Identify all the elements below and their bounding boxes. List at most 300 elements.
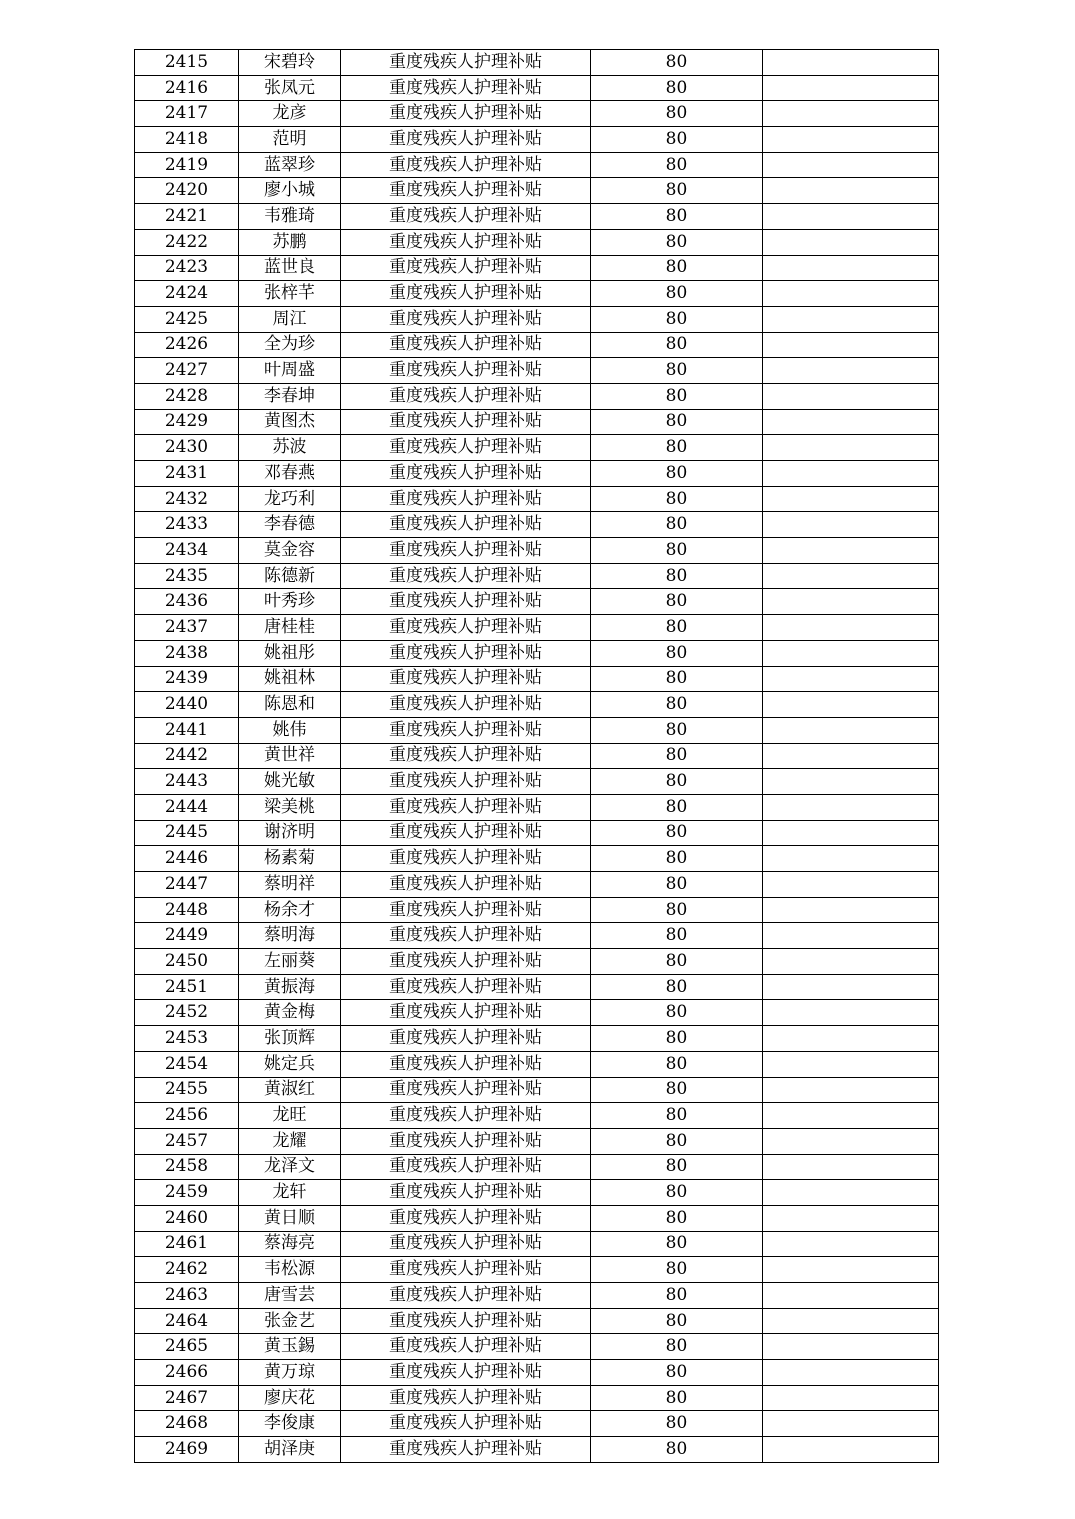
name-cell: 韦松源 bbox=[239, 1257, 341, 1283]
amount-cell: 80 bbox=[591, 1000, 763, 1026]
subsidy-type-cell: 重度残疾人护理补贴 bbox=[341, 563, 591, 589]
row-number-cell: 2434 bbox=[135, 538, 239, 564]
note-cell bbox=[763, 769, 939, 795]
name-cell: 蔡明祥 bbox=[239, 872, 341, 898]
table-row bbox=[135, 1334, 939, 1360]
table-row bbox=[135, 974, 939, 1000]
table-row bbox=[135, 1103, 939, 1129]
note-cell bbox=[763, 1051, 939, 1077]
subsidy-type-cell: 重度残疾人护理补贴 bbox=[341, 1257, 591, 1283]
amount-cell: 80 bbox=[591, 1437, 763, 1463]
row-number-cell: 2433 bbox=[135, 512, 239, 538]
row-number-cell: 2423 bbox=[135, 255, 239, 281]
name-cell: 廖小城 bbox=[239, 178, 341, 204]
subsidy-type-cell: 重度残疾人护理补贴 bbox=[341, 794, 591, 820]
note-cell bbox=[763, 178, 939, 204]
amount-cell: 80 bbox=[591, 820, 763, 846]
amount-cell: 80 bbox=[591, 358, 763, 384]
table-row bbox=[135, 1360, 939, 1386]
subsidy-type-cell: 重度残疾人护理补贴 bbox=[341, 204, 591, 230]
subsidy-type-cell: 重度残疾人护理补贴 bbox=[341, 1308, 591, 1334]
row-number-cell: 2458 bbox=[135, 1154, 239, 1180]
name-cell: 黄万琼 bbox=[239, 1360, 341, 1386]
subsidy-type-cell: 重度残疾人护理补贴 bbox=[341, 666, 591, 692]
amount-cell: 80 bbox=[591, 255, 763, 281]
note-cell bbox=[763, 486, 939, 512]
name-cell: 龙耀 bbox=[239, 1128, 341, 1154]
subsidy-type-cell: 重度残疾人护理补贴 bbox=[341, 281, 591, 307]
table-row bbox=[135, 101, 939, 127]
amount-cell: 80 bbox=[591, 461, 763, 487]
note-cell bbox=[763, 204, 939, 230]
subsidy-type-cell: 重度残疾人护理补贴 bbox=[341, 1437, 591, 1463]
amount-cell: 80 bbox=[591, 897, 763, 923]
name-cell: 陈德新 bbox=[239, 563, 341, 589]
note-cell bbox=[763, 255, 939, 281]
subsidy-type-cell: 重度残疾人护理补贴 bbox=[341, 332, 591, 358]
row-number-cell: 2461 bbox=[135, 1231, 239, 1257]
name-cell: 龙轩 bbox=[239, 1180, 341, 1206]
note-cell bbox=[763, 512, 939, 538]
note-cell bbox=[763, 1026, 939, 1052]
subsidy-type-cell: 重度残疾人护理补贴 bbox=[341, 974, 591, 1000]
note-cell bbox=[763, 332, 939, 358]
table-row bbox=[135, 358, 939, 384]
name-cell: 张金艺 bbox=[239, 1308, 341, 1334]
note-cell bbox=[763, 1154, 939, 1180]
amount-cell: 80 bbox=[591, 1360, 763, 1386]
amount-cell: 80 bbox=[591, 50, 763, 76]
subsidy-type-cell: 重度残疾人护理补贴 bbox=[341, 743, 591, 769]
table-row bbox=[135, 512, 939, 538]
row-number-cell: 2463 bbox=[135, 1283, 239, 1309]
subsidy-type-cell: 重度残疾人护理补贴 bbox=[341, 486, 591, 512]
amount-cell: 80 bbox=[591, 538, 763, 564]
amount-cell: 80 bbox=[591, 152, 763, 178]
subsidy-type-cell: 重度残疾人护理补贴 bbox=[341, 1026, 591, 1052]
row-number-cell: 2427 bbox=[135, 358, 239, 384]
table-row bbox=[135, 486, 939, 512]
table-row bbox=[135, 50, 939, 76]
name-cell: 蔡明海 bbox=[239, 923, 341, 949]
row-number-cell: 2457 bbox=[135, 1128, 239, 1154]
subsidy-type-cell: 重度残疾人护理补贴 bbox=[341, 1411, 591, 1437]
amount-cell: 80 bbox=[591, 589, 763, 615]
subsidy-type-cell: 重度残疾人护理补贴 bbox=[341, 615, 591, 641]
note-cell bbox=[763, 666, 939, 692]
name-cell: 杨余才 bbox=[239, 897, 341, 923]
name-cell: 莫金容 bbox=[239, 538, 341, 564]
name-cell: 姚祖林 bbox=[239, 666, 341, 692]
row-number-cell: 2421 bbox=[135, 204, 239, 230]
note-cell bbox=[763, 1128, 939, 1154]
table-row bbox=[135, 229, 939, 255]
table-row bbox=[135, 204, 939, 230]
table-row bbox=[135, 563, 939, 589]
table-row bbox=[135, 1154, 939, 1180]
note-cell bbox=[763, 846, 939, 872]
subsidy-type-cell: 重度残疾人护理补贴 bbox=[341, 589, 591, 615]
table-row bbox=[135, 152, 939, 178]
note-cell bbox=[763, 1283, 939, 1309]
amount-cell: 80 bbox=[591, 127, 763, 153]
note-cell bbox=[763, 1334, 939, 1360]
amount-cell: 80 bbox=[591, 1077, 763, 1103]
name-cell: 韦雅琦 bbox=[239, 204, 341, 230]
name-cell: 李春德 bbox=[239, 512, 341, 538]
row-number-cell: 2422 bbox=[135, 229, 239, 255]
note-cell bbox=[763, 794, 939, 820]
row-number-cell: 2444 bbox=[135, 794, 239, 820]
note-cell bbox=[763, 152, 939, 178]
row-number-cell: 2443 bbox=[135, 769, 239, 795]
table-row bbox=[135, 846, 939, 872]
subsidy-type-cell: 重度残疾人护理补贴 bbox=[341, 1283, 591, 1309]
table-row bbox=[135, 589, 939, 615]
row-number-cell: 2467 bbox=[135, 1385, 239, 1411]
amount-cell: 80 bbox=[591, 1231, 763, 1257]
amount-cell: 80 bbox=[591, 409, 763, 435]
subsidy-type-cell: 重度残疾人护理补贴 bbox=[341, 383, 591, 409]
name-cell: 周江 bbox=[239, 306, 341, 332]
subsidy-type-cell: 重度残疾人护理补贴 bbox=[341, 101, 591, 127]
name-cell: 叶周盛 bbox=[239, 358, 341, 384]
amount-cell: 80 bbox=[591, 229, 763, 255]
table-row bbox=[135, 1231, 939, 1257]
row-number-cell: 2468 bbox=[135, 1411, 239, 1437]
row-number-cell: 2456 bbox=[135, 1103, 239, 1129]
table-row bbox=[135, 1128, 939, 1154]
note-cell bbox=[763, 50, 939, 76]
row-number-cell: 2437 bbox=[135, 615, 239, 641]
name-cell: 李春坤 bbox=[239, 383, 341, 409]
subsidy-type-cell: 重度残疾人护理补贴 bbox=[341, 692, 591, 718]
row-number-cell: 2445 bbox=[135, 820, 239, 846]
row-number-cell: 2441 bbox=[135, 717, 239, 743]
name-cell: 蓝世良 bbox=[239, 255, 341, 281]
note-cell bbox=[763, 281, 939, 307]
subsidy-type-cell: 重度残疾人护理补贴 bbox=[341, 1205, 591, 1231]
amount-cell: 80 bbox=[591, 435, 763, 461]
row-number-cell: 2446 bbox=[135, 846, 239, 872]
table-row bbox=[135, 332, 939, 358]
row-number-cell: 2447 bbox=[135, 872, 239, 898]
table-row bbox=[135, 820, 939, 846]
note-cell bbox=[763, 692, 939, 718]
row-number-cell: 2430 bbox=[135, 435, 239, 461]
table-row bbox=[135, 178, 939, 204]
amount-cell: 80 bbox=[591, 949, 763, 975]
amount-cell: 80 bbox=[591, 486, 763, 512]
subsidy-type-cell: 重度残疾人护理补贴 bbox=[341, 1385, 591, 1411]
note-cell bbox=[763, 409, 939, 435]
name-cell: 黄淑红 bbox=[239, 1077, 341, 1103]
row-number-cell: 2460 bbox=[135, 1205, 239, 1231]
row-number-cell: 2454 bbox=[135, 1051, 239, 1077]
name-cell: 姚伟 bbox=[239, 717, 341, 743]
note-cell bbox=[763, 717, 939, 743]
table-row bbox=[135, 1385, 939, 1411]
subsidy-type-cell: 重度残疾人护理补贴 bbox=[341, 1154, 591, 1180]
table-row bbox=[135, 306, 939, 332]
name-cell: 李俊康 bbox=[239, 1411, 341, 1437]
note-cell bbox=[763, 1257, 939, 1283]
name-cell: 蓝翠珍 bbox=[239, 152, 341, 178]
amount-cell: 80 bbox=[591, 204, 763, 230]
amount-cell: 80 bbox=[591, 794, 763, 820]
row-number-cell: 2459 bbox=[135, 1180, 239, 1206]
note-cell bbox=[763, 538, 939, 564]
subsidy-type-cell: 重度残疾人护理补贴 bbox=[341, 50, 591, 76]
note-cell bbox=[763, 1077, 939, 1103]
name-cell: 全为珍 bbox=[239, 332, 341, 358]
amount-cell: 80 bbox=[591, 1385, 763, 1411]
subsidy-type-cell: 重度残疾人护理补贴 bbox=[341, 435, 591, 461]
table-row bbox=[135, 1180, 939, 1206]
row-number-cell: 2448 bbox=[135, 897, 239, 923]
name-cell: 邓春燕 bbox=[239, 461, 341, 487]
amount-cell: 80 bbox=[591, 1180, 763, 1206]
row-number-cell: 2436 bbox=[135, 589, 239, 615]
note-cell bbox=[763, 897, 939, 923]
name-cell: 龙旺 bbox=[239, 1103, 341, 1129]
amount-cell: 80 bbox=[591, 692, 763, 718]
subsidy-type-cell: 重度残疾人护理补贴 bbox=[341, 1231, 591, 1257]
note-cell bbox=[763, 229, 939, 255]
row-number-cell: 2418 bbox=[135, 127, 239, 153]
row-number-cell: 2439 bbox=[135, 666, 239, 692]
table-row bbox=[135, 743, 939, 769]
row-number-cell: 2432 bbox=[135, 486, 239, 512]
row-number-cell: 2420 bbox=[135, 178, 239, 204]
name-cell: 张梓芊 bbox=[239, 281, 341, 307]
subsidy-type-cell: 重度残疾人护理补贴 bbox=[341, 872, 591, 898]
table-row bbox=[135, 1283, 939, 1309]
amount-cell: 80 bbox=[591, 640, 763, 666]
note-cell bbox=[763, 1308, 939, 1334]
note-cell bbox=[763, 974, 939, 1000]
name-cell: 谢济明 bbox=[239, 820, 341, 846]
table-row bbox=[135, 127, 939, 153]
table-row bbox=[135, 1437, 939, 1463]
name-cell: 黄日顺 bbox=[239, 1205, 341, 1231]
note-cell bbox=[763, 1385, 939, 1411]
amount-cell: 80 bbox=[591, 769, 763, 795]
name-cell: 张凤元 bbox=[239, 75, 341, 101]
amount-cell: 80 bbox=[591, 717, 763, 743]
amount-cell: 80 bbox=[591, 615, 763, 641]
table-row bbox=[135, 435, 939, 461]
note-cell bbox=[763, 1103, 939, 1129]
subsidy-type-cell: 重度残疾人护理补贴 bbox=[341, 75, 591, 101]
row-number-cell: 2429 bbox=[135, 409, 239, 435]
note-cell bbox=[763, 1360, 939, 1386]
amount-cell: 80 bbox=[591, 743, 763, 769]
table-row bbox=[135, 1308, 939, 1334]
subsidy-type-cell: 重度残疾人护理补贴 bbox=[341, 923, 591, 949]
note-cell bbox=[763, 949, 939, 975]
table-row bbox=[135, 949, 939, 975]
note-cell bbox=[763, 820, 939, 846]
subsidy-type-cell: 重度残疾人护理补贴 bbox=[341, 949, 591, 975]
amount-cell: 80 bbox=[591, 1308, 763, 1334]
subsidy-type-cell: 重度残疾人护理补贴 bbox=[341, 717, 591, 743]
amount-cell: 80 bbox=[591, 332, 763, 358]
subsidy-type-cell: 重度残疾人护理补贴 bbox=[341, 1103, 591, 1129]
name-cell: 龙巧利 bbox=[239, 486, 341, 512]
name-cell: 黄振海 bbox=[239, 974, 341, 1000]
note-cell bbox=[763, 1205, 939, 1231]
note-cell bbox=[763, 1000, 939, 1026]
name-cell: 龙泽文 bbox=[239, 1154, 341, 1180]
subsidy-type-cell: 重度残疾人护理补贴 bbox=[341, 255, 591, 281]
table-row bbox=[135, 692, 939, 718]
amount-cell: 80 bbox=[591, 306, 763, 332]
note-cell bbox=[763, 127, 939, 153]
name-cell: 姚定兵 bbox=[239, 1051, 341, 1077]
name-cell: 张顶辉 bbox=[239, 1026, 341, 1052]
subsidy-type-cell: 重度残疾人护理补贴 bbox=[341, 897, 591, 923]
row-number-cell: 2442 bbox=[135, 743, 239, 769]
table-row bbox=[135, 383, 939, 409]
subsidy-type-cell: 重度残疾人护理补贴 bbox=[341, 820, 591, 846]
table-row bbox=[135, 897, 939, 923]
subsidy-type-cell: 重度残疾人护理补贴 bbox=[341, 461, 591, 487]
subsidy-type-cell: 重度残疾人护理补贴 bbox=[341, 229, 591, 255]
amount-cell: 80 bbox=[591, 1103, 763, 1129]
subsidy-type-cell: 重度残疾人护理补贴 bbox=[341, 512, 591, 538]
note-cell bbox=[763, 743, 939, 769]
amount-cell: 80 bbox=[591, 1128, 763, 1154]
row-number-cell: 2419 bbox=[135, 152, 239, 178]
name-cell: 左丽葵 bbox=[239, 949, 341, 975]
row-number-cell: 2416 bbox=[135, 75, 239, 101]
amount-cell: 80 bbox=[591, 383, 763, 409]
amount-cell: 80 bbox=[591, 1334, 763, 1360]
name-cell: 黄世祥 bbox=[239, 743, 341, 769]
table-row bbox=[135, 769, 939, 795]
table-row bbox=[135, 615, 939, 641]
note-cell bbox=[763, 872, 939, 898]
table-row bbox=[135, 640, 939, 666]
amount-cell: 80 bbox=[591, 974, 763, 1000]
name-cell: 黄图杰 bbox=[239, 409, 341, 435]
note-cell bbox=[763, 1231, 939, 1257]
row-number-cell: 2462 bbox=[135, 1257, 239, 1283]
name-cell: 黄金梅 bbox=[239, 1000, 341, 1026]
table-row bbox=[135, 255, 939, 281]
row-number-cell: 2449 bbox=[135, 923, 239, 949]
amount-cell: 80 bbox=[591, 281, 763, 307]
subsidy-type-cell: 重度残疾人护理补贴 bbox=[341, 306, 591, 332]
note-cell bbox=[763, 383, 939, 409]
name-cell: 黄玉錫 bbox=[239, 1334, 341, 1360]
subsidy-type-cell: 重度残疾人护理补贴 bbox=[341, 178, 591, 204]
note-cell bbox=[763, 563, 939, 589]
subsidy-type-cell: 重度残疾人护理补贴 bbox=[341, 1360, 591, 1386]
name-cell: 龙彦 bbox=[239, 101, 341, 127]
amount-cell: 80 bbox=[591, 75, 763, 101]
amount-cell: 80 bbox=[591, 1026, 763, 1052]
table-row bbox=[135, 1000, 939, 1026]
subsidy-type-cell: 重度残疾人护理补贴 bbox=[341, 1000, 591, 1026]
row-number-cell: 2425 bbox=[135, 306, 239, 332]
note-cell bbox=[763, 101, 939, 127]
amount-cell: 80 bbox=[591, 1051, 763, 1077]
amount-cell: 80 bbox=[591, 846, 763, 872]
subsidy-type-cell: 重度残疾人护理补贴 bbox=[341, 1051, 591, 1077]
name-cell: 苏波 bbox=[239, 435, 341, 461]
row-number-cell: 2417 bbox=[135, 101, 239, 127]
subsidy-type-cell: 重度残疾人护理补贴 bbox=[341, 640, 591, 666]
row-number-cell: 2452 bbox=[135, 1000, 239, 1026]
row-number-cell: 2426 bbox=[135, 332, 239, 358]
note-cell bbox=[763, 640, 939, 666]
table-row bbox=[135, 1051, 939, 1077]
note-cell bbox=[763, 589, 939, 615]
row-number-cell: 2424 bbox=[135, 281, 239, 307]
name-cell: 叶秀珍 bbox=[239, 589, 341, 615]
name-cell: 姚光敏 bbox=[239, 769, 341, 795]
row-number-cell: 2435 bbox=[135, 563, 239, 589]
subsidy-type-cell: 重度残疾人护理补贴 bbox=[341, 127, 591, 153]
table-row bbox=[135, 666, 939, 692]
note-cell bbox=[763, 358, 939, 384]
name-cell: 杨素菊 bbox=[239, 846, 341, 872]
amount-cell: 80 bbox=[591, 178, 763, 204]
amount-cell: 80 bbox=[591, 872, 763, 898]
note-cell bbox=[763, 1180, 939, 1206]
subsidy-table bbox=[134, 49, 939, 1463]
table-row bbox=[135, 872, 939, 898]
subsidy-type-cell: 重度残疾人护理补贴 bbox=[341, 358, 591, 384]
subsidy-type-cell: 重度残疾人护理补贴 bbox=[341, 1077, 591, 1103]
table-body bbox=[135, 50, 939, 1463]
subsidy-type-cell: 重度残疾人护理补贴 bbox=[341, 409, 591, 435]
name-cell: 梁美桃 bbox=[239, 794, 341, 820]
amount-cell: 80 bbox=[591, 1411, 763, 1437]
table-row bbox=[135, 75, 939, 101]
table-row bbox=[135, 461, 939, 487]
name-cell: 唐雪芸 bbox=[239, 1283, 341, 1309]
name-cell: 姚祖彤 bbox=[239, 640, 341, 666]
amount-cell: 80 bbox=[591, 1154, 763, 1180]
table-row bbox=[135, 717, 939, 743]
row-number-cell: 2466 bbox=[135, 1360, 239, 1386]
note-cell bbox=[763, 306, 939, 332]
subsidy-type-cell: 重度残疾人护理补贴 bbox=[341, 846, 591, 872]
table-row bbox=[135, 409, 939, 435]
name-cell: 陈恩和 bbox=[239, 692, 341, 718]
subsidy-type-cell: 重度残疾人护理补贴 bbox=[341, 538, 591, 564]
amount-cell: 80 bbox=[591, 1283, 763, 1309]
row-number-cell: 2450 bbox=[135, 949, 239, 975]
table-row bbox=[135, 1257, 939, 1283]
row-number-cell: 2464 bbox=[135, 1308, 239, 1334]
row-number-cell: 2431 bbox=[135, 461, 239, 487]
amount-cell: 80 bbox=[591, 1205, 763, 1231]
amount-cell: 80 bbox=[591, 923, 763, 949]
table-row bbox=[135, 1205, 939, 1231]
subsidy-type-cell: 重度残疾人护理补贴 bbox=[341, 769, 591, 795]
name-cell: 胡泽庚 bbox=[239, 1437, 341, 1463]
subsidy-type-cell: 重度残疾人护理补贴 bbox=[341, 1128, 591, 1154]
name-cell: 范明 bbox=[239, 127, 341, 153]
subsidy-type-cell: 重度残疾人护理补贴 bbox=[341, 1334, 591, 1360]
row-number-cell: 2440 bbox=[135, 692, 239, 718]
row-number-cell: 2415 bbox=[135, 50, 239, 76]
note-cell bbox=[763, 615, 939, 641]
